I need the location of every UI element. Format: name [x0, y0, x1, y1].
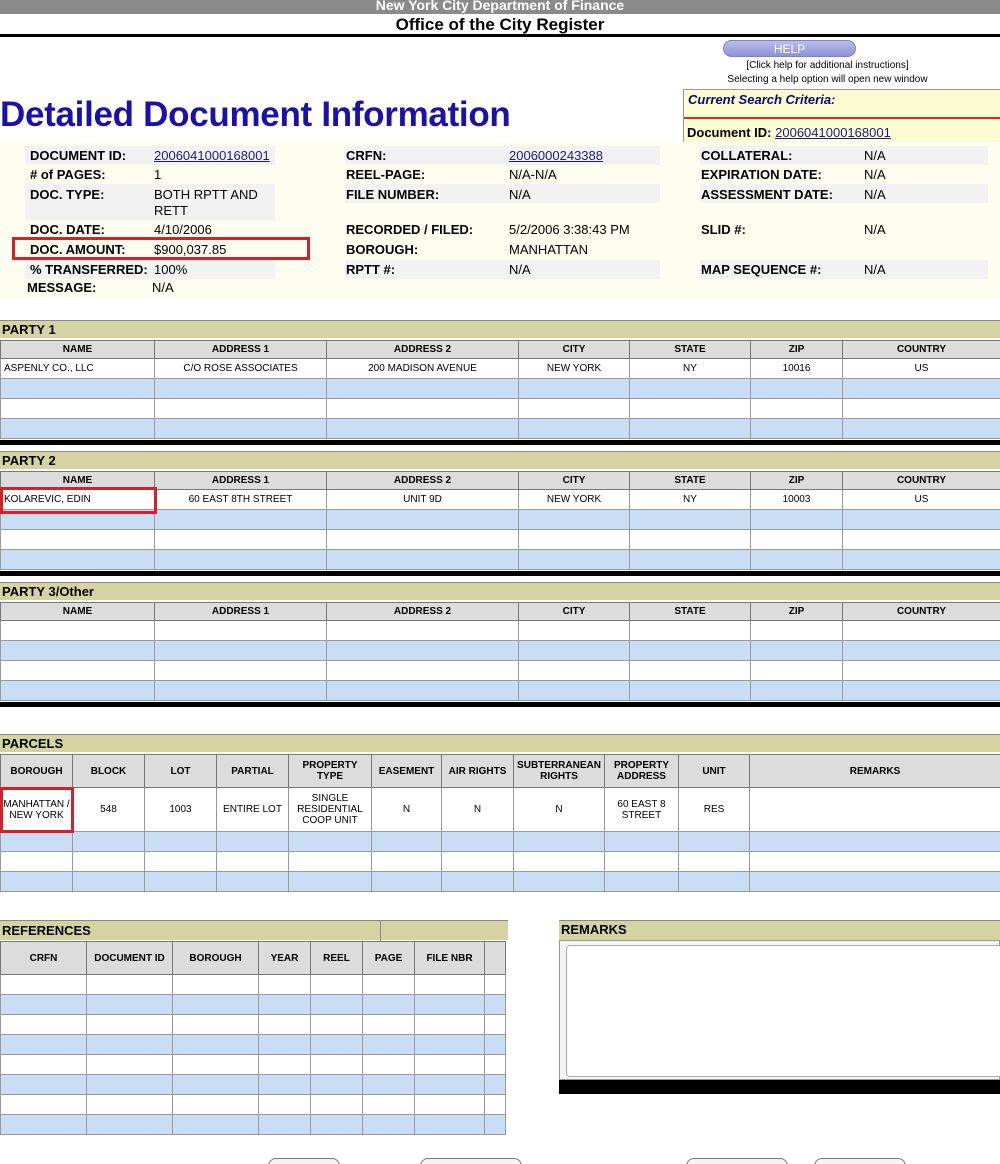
- party1-col-city: CITY: [519, 341, 630, 359]
- references-title: REFERENCES: [2, 923, 91, 938]
- remarks-header: [559, 920, 1000, 940]
- parcels-header-row: [1, 755, 1000, 788]
- party1-city: NEW YORK: [519, 359, 630, 379]
- document-id-label: DOCUMENT ID:: [30, 148, 127, 163]
- borough-value: MANHATTAN: [509, 242, 588, 257]
- party2-col-address2: ADDRESS 2: [327, 472, 519, 490]
- parcel-unit: RES: [679, 788, 750, 832]
- table-row: [1, 550, 1000, 570]
- party1-table: [0, 340, 1000, 439]
- parcels-col-easement: EASEMENT: [372, 755, 442, 788]
- party1-col-name: NAME: [1, 341, 155, 359]
- department-name: New York City Department of Finance: [375, 0, 625, 13]
- party1-header-row: [1, 341, 1000, 359]
- rptt-value: N/A: [509, 262, 531, 277]
- references-table: [0, 941, 506, 1135]
- party3-title: PARTY 3/Other: [2, 584, 94, 599]
- doc-type-value-line-1: BOTH RPTT AND: [154, 187, 258, 202]
- rptt-label: RPTT #:: [346, 262, 396, 277]
- parcel-lot: 1003: [145, 788, 217, 832]
- doc-type-value-line-2: RETT: [154, 203, 188, 218]
- bottom-button-2[interactable]: [420, 1158, 522, 1164]
- table-row: [1, 681, 1000, 701]
- table-row: [1, 530, 1000, 550]
- parcels-col-partial: PARTIAL: [217, 755, 289, 788]
- party1-state: NY: [630, 359, 751, 379]
- party3-header: [0, 582, 1000, 600]
- slid-label: SLID #:: [701, 222, 746, 237]
- party3-table: [0, 602, 1000, 701]
- party2-address2: UNIT 9D: [327, 490, 519, 510]
- map-sequence-value: N/A: [864, 262, 886, 277]
- remarks-title: REMARKS: [561, 922, 627, 937]
- party1-col-zip: ZIP: [751, 341, 843, 359]
- party1-country: US: [843, 359, 1000, 379]
- parcels-col-borough: BOROUGH: [1, 755, 73, 788]
- parcel-partial: ENTIRE LOT: [217, 788, 289, 832]
- parcels-col-subterranean-rights: SUBTERRANEAN RIGHTS: [514, 755, 605, 788]
- parcels-col-remarks: REMARKS: [750, 755, 1000, 788]
- help-note: [700, 59, 955, 87]
- party1-zip: 10016: [751, 359, 843, 379]
- table-row: [1, 641, 1000, 661]
- parcels-col-property-type: PROPERTY TYPE: [289, 755, 372, 788]
- assessment-date-value: N/A: [864, 187, 886, 202]
- doc-type-label: DOC. TYPE:: [30, 187, 105, 202]
- transferred-label: % TRANSFERRED:: [30, 262, 148, 277]
- parcel-block: 548: [73, 788, 145, 832]
- bottom-button-1[interactable]: [268, 1158, 340, 1164]
- parcels-col-block: BLOCK: [73, 755, 145, 788]
- party3-header-row: [1, 603, 1000, 621]
- borough-label: BOROUGH:: [346, 242, 419, 257]
- party2-name-highlight: [0, 487, 157, 514]
- party3-col-address2: ADDRESS 2: [327, 603, 519, 621]
- table-row: [1, 1035, 506, 1055]
- help-note-line-1: [Click help for additional instructions]: [746, 60, 909, 71]
- transferred-value: 100%: [154, 262, 188, 277]
- assessment-date-label: ASSESSMENT DATE:: [701, 187, 833, 202]
- party3-col-name: NAME: [1, 603, 155, 621]
- table-row: [1, 832, 1000, 852]
- party2-col-address1: ADDRESS 1: [155, 472, 327, 490]
- table-row: [1, 975, 506, 995]
- table-row: [1, 1095, 506, 1115]
- party1-address1: C/O ROSE ASSOCIATES: [155, 359, 327, 379]
- table-row: [1, 852, 1000, 872]
- table-row: [1, 872, 1000, 892]
- table-row: [1, 1015, 506, 1035]
- party1-col-country: COUNTRY: [843, 341, 1000, 359]
- references-col-year: YEAR: [259, 942, 311, 975]
- party3-col-zip: ZIP: [751, 603, 843, 621]
- help-note-line-2: Selecting a help option will open new window: [727, 74, 928, 85]
- table-row: [1, 379, 1000, 399]
- parcel-property-address: 60 EAST 8 STREET: [605, 788, 679, 832]
- message-label: MESSAGE:: [27, 280, 97, 295]
- parcel-easement: N: [372, 788, 442, 832]
- party1-address2: 200 MADISON AVENUE: [327, 359, 519, 379]
- table-row: [1, 1055, 506, 1075]
- reel-page-label: REEL-PAGE:: [346, 167, 426, 182]
- references-col-spacer: [485, 942, 506, 975]
- table-row: [1, 995, 506, 1015]
- slid-value: N/A: [864, 222, 886, 237]
- references-col-borough: BOROUGH: [173, 942, 259, 975]
- crfn-label: CRFN:: [346, 148, 387, 163]
- party2-header: [0, 451, 1000, 469]
- page-title: Detailed Document Information: [0, 95, 511, 134]
- parcels-header: [0, 734, 1000, 752]
- parcels-title: PARCELS: [2, 736, 64, 751]
- party3-col-state: STATE: [630, 603, 751, 621]
- table-row: [1, 1115, 506, 1135]
- collateral-value: N/A: [864, 148, 886, 163]
- file-number-label: FILE NUMBER:: [346, 187, 440, 202]
- search-criteria-doc-link[interactable]: 2006041000168001: [775, 125, 891, 140]
- table-row: [1, 419, 1000, 439]
- parcel-air-rights: N: [442, 788, 514, 832]
- remarks-bottom-bar: [559, 1080, 1000, 1094]
- party1-title: PARTY 1: [2, 322, 56, 337]
- references-col-page: PAGE: [363, 942, 415, 975]
- party1-bottom-bar: [0, 440, 1000, 445]
- doc-date-value: 4/10/2006: [154, 222, 212, 237]
- references-header-row: [1, 942, 506, 975]
- parcels-col-lot: LOT: [145, 755, 217, 788]
- party2-col-country: COUNTRY: [843, 472, 1000, 490]
- table-row: [1, 621, 1000, 641]
- party2-state: NY: [630, 490, 751, 510]
- help-button[interactable]: HELP: [723, 40, 856, 57]
- references-col-file-nbr: FILE NBR: [415, 942, 485, 975]
- collateral-label: COLLATERAL:: [701, 148, 793, 163]
- party3-col-address1: ADDRESS 1: [155, 603, 327, 621]
- search-criteria-doc-label: Document ID:: [687, 125, 772, 140]
- bottom-button-4[interactable]: [814, 1158, 906, 1164]
- references-header: [0, 920, 508, 940]
- parcel-remarks: [750, 788, 1000, 832]
- recorded-value: 5/2/2006 3:38:43 PM: [509, 222, 630, 237]
- table-row: [1, 359, 1000, 379]
- file-number-value: N/A: [509, 187, 531, 202]
- bottom-button-3[interactable]: [686, 1158, 788, 1164]
- doc-amount-highlight: [12, 237, 310, 260]
- doc-amount-value: $900,037.85: [154, 242, 227, 257]
- crfn-value[interactable]: 2006000243388: [509, 148, 603, 163]
- message-value: N/A: [152, 280, 174, 295]
- party2-country: US: [843, 490, 1000, 510]
- party2-title: PARTY 2: [2, 453, 56, 468]
- party1-col-address1: ADDRESS 1: [155, 341, 327, 359]
- parcels-col-air-rights: AIR RIGHTS: [442, 755, 514, 788]
- expiration-date-label: EXPIRATION DATE:: [701, 167, 822, 182]
- party2-bottom-bar: [0, 571, 1000, 576]
- party3-bottom-bar: [0, 702, 1000, 707]
- parcels-col-unit: UNIT: [679, 755, 750, 788]
- party3-col-country: COUNTRY: [843, 603, 1000, 621]
- remarks-panel: [559, 940, 1000, 1080]
- party2-address1: 60 EAST 8TH STREET: [155, 490, 327, 510]
- party2-zip: 10003: [751, 490, 843, 510]
- party1-col-address2: ADDRESS 2: [327, 341, 519, 359]
- party1-name: ASPENLY CO., LLC: [1, 359, 155, 379]
- recorded-label: RECORDED / FILED:: [346, 222, 474, 237]
- references-col-crfn: CRFN: [1, 942, 87, 975]
- office-name: Office of the City Register: [395, 15, 605, 34]
- search-criteria-document: [687, 125, 891, 140]
- party3-col-city: CITY: [519, 603, 630, 621]
- party2-city: NEW YORK: [519, 490, 630, 510]
- expiration-date-value: N/A: [864, 167, 886, 182]
- references-col-document-id: DOCUMENT ID: [87, 942, 173, 975]
- party2-col-zip: ZIP: [751, 472, 843, 490]
- parcel-subterranean-rights: N: [514, 788, 605, 832]
- party2-name: KOLAREVIC, EDIN: [1, 490, 155, 510]
- pages-label: # of PAGES:: [30, 167, 106, 182]
- document-id-value[interactable]: 2006041000168001: [154, 148, 270, 163]
- header-divider: [0, 34, 1000, 37]
- map-sequence-label: MAP SEQUENCE #:: [701, 262, 822, 277]
- party1-col-state: STATE: [630, 341, 751, 359]
- pages-value: 1: [154, 167, 162, 182]
- search-criteria-divider: [684, 117, 1000, 119]
- parcels-table: [0, 754, 1000, 892]
- search-criteria-title: Current Search Criteria:: [688, 92, 836, 107]
- party2-col-name: NAME: [1, 472, 155, 490]
- parcel-property-type: SINGLE RESIDENTIAL COOP UNIT: [289, 788, 372, 832]
- table-row: [1, 661, 1000, 681]
- table-row: [1, 788, 1000, 832]
- party2-table: [0, 471, 1000, 570]
- references-col-reel: REEL: [311, 942, 363, 975]
- doc-amount-label: DOC. AMOUNT:: [30, 242, 126, 257]
- parcel-borough: MANHATTAN / NEW YORK: [1, 788, 73, 832]
- parcels-col-property-address: PROPERTY ADDRESS: [605, 755, 679, 788]
- remarks-textarea[interactable]: [566, 945, 1000, 1077]
- parcel-borough-highlight: [0, 787, 74, 833]
- party2-col-state: STATE: [630, 472, 751, 490]
- reel-page-value: N/A-N/A: [509, 167, 557, 182]
- table-row: [1, 1075, 506, 1095]
- doc-date-label: DOC. DATE:: [30, 222, 105, 237]
- party2-col-city: CITY: [519, 472, 630, 490]
- table-row: [1, 399, 1000, 419]
- party1-header: [0, 320, 1000, 338]
- search-criteria-panel: [683, 89, 1000, 142]
